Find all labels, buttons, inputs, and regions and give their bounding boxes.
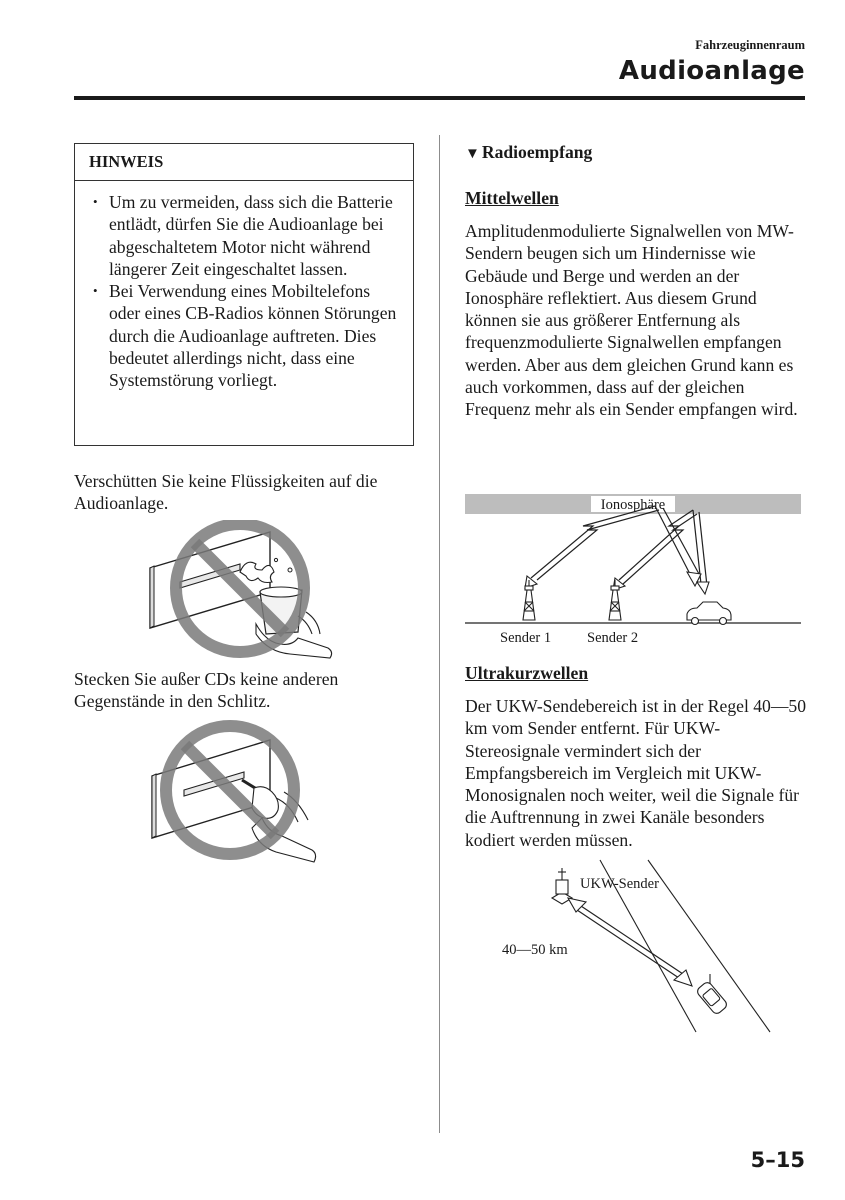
note-heading: HINWEIS bbox=[75, 144, 413, 181]
radio-heading-label: Radioempfang bbox=[481, 142, 593, 162]
column-divider bbox=[439, 135, 440, 1133]
ukw-text: Der UKW-Sendebereich ist in der Regel 40—50 km vom Sender entfernt. Für UKW-Stereosignale vermindert sich der Empfangsbereich im Vergleich mit UKW-Monosignalen noch weiter, weil die Signale für die Auftrennung in zwei Kanäle besonders kodiert werden müssen. bbox=[465, 696, 807, 850]
mw-heading: Mittelwellen bbox=[465, 188, 559, 208]
tower-icon bbox=[609, 580, 621, 620]
no-liquids-illustration bbox=[148, 520, 338, 660]
ukw-range-diagram bbox=[490, 858, 790, 1038]
note-box bbox=[74, 143, 414, 446]
distance-arrow bbox=[568, 898, 692, 986]
mw-propagation-diagram bbox=[465, 490, 805, 650]
mw-text: Amplitudenmodulierte Signalwellen von MW-Sendern beugen sich um Hindernisse wie Gebäude und Berge und werden an der Ionosphäre reflektiert. Aus diesem Grund können sie aus größerer Entfernung als frequenzmodulierte Signalwellen empfangen werden. Aber aus dem gleichen Grund kann es auch vorkommen, dass auf der gleichen Frequenz mehr als ein Sender empfangen wird. bbox=[465, 221, 798, 420]
warning-liquids-text: Verschütten Sie keine Flüssigkeiten auf die Audioanlage. bbox=[74, 471, 378, 514]
radio-heading bbox=[465, 142, 592, 163]
header-rule bbox=[74, 96, 805, 100]
ionosphere-label: Ionosphäre bbox=[600, 497, 666, 513]
page-title: Audioanlage bbox=[618, 56, 805, 86]
ukw-heading: Ultrakurzwellen bbox=[465, 663, 589, 683]
warning-objects-text: Stecken Sie außer CDs keine anderen Gegenstände in den Schlitz. bbox=[74, 669, 339, 712]
page-number: 5–15 bbox=[750, 1148, 805, 1172]
no-objects-illustration bbox=[150, 718, 330, 868]
car-icon bbox=[687, 602, 731, 625]
ukw-sender-label: UKW-Sender bbox=[580, 876, 659, 892]
distance-label: 40—50 km bbox=[502, 942, 568, 958]
triangle-down-icon: ▼ bbox=[465, 146, 480, 162]
car-icon bbox=[696, 981, 729, 1016]
note-item: • Bei Verwendung eines Mobiltelefons oder eines CB-Radios können Störungen durch die Audioanlage auftreten. Dies bedeutet allerdings nicht, dass eine Systemstörung vorliegt. bbox=[93, 280, 403, 391]
note-list bbox=[75, 181, 413, 392]
section-title: Fahrzeuginnenraum bbox=[695, 38, 805, 52]
sender2-label: Sender 2 bbox=[587, 630, 639, 646]
sender1-label: Sender 1 bbox=[500, 630, 552, 646]
note-item: • Um zu vermeiden, dass sich die Batterie entlädt, dürfen Sie die Audioanlage bei abgeschaltetem Motor nicht während längerer Zeit eingeschaltet lassen. bbox=[93, 191, 403, 280]
tower-icon bbox=[523, 580, 535, 620]
